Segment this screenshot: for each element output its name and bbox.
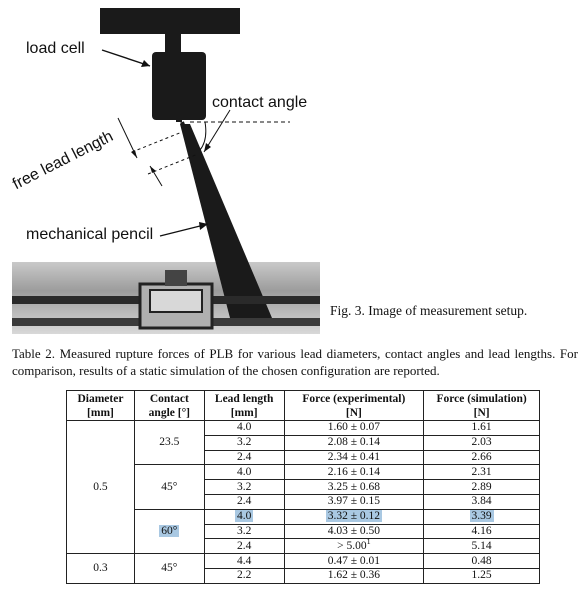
table-row: [67, 465, 540, 480]
force-exp-cell: 1.62 ± 0.36: [284, 568, 424, 583]
contact-angle-label: contact angle: [212, 94, 308, 111]
force-sim-cell: 5.14: [424, 539, 540, 554]
footnote-marker: 1: [366, 536, 371, 546]
highlighted-angle: 60°: [161, 524, 178, 537]
lead-length-cell: 2.4: [204, 539, 284, 554]
lead-length-cell: 3.2: [204, 435, 284, 450]
contact-angle-cell: 45°: [134, 554, 204, 584]
header-diameter: Diameter [mm]: [67, 391, 135, 421]
force-exp-cell: 3.97 ± 0.15: [284, 494, 424, 509]
table-row: [67, 421, 540, 436]
load-cell-label: load cell: [26, 40, 85, 57]
load-cell-body: [152, 52, 206, 120]
rupture-force-table: [66, 390, 540, 584]
mechanical-pencil-label: mechanical pencil: [26, 226, 154, 243]
force-sim-cell: 2.89: [424, 480, 540, 495]
free-lead-length-label: free lead length: [10, 127, 117, 194]
diameter-cell: 0.3: [67, 554, 135, 584]
figure-caption: Fig. 3. Image of measurement setup.: [330, 303, 528, 318]
force-exp-cell: 3.32 ± 0.12: [284, 509, 424, 524]
table-caption: Table 2. Measured rupture forces of PLB for various lead diameters, contact angles and lead lengths. For comparison, results of a static simulation of the chosen configuration are reported.: [12, 346, 578, 378]
force-exp-cell: 2.08 ± 0.14: [284, 435, 424, 450]
lead-length-cell: 4.0: [204, 509, 284, 524]
header-lead-length: Lead length [mm]: [204, 391, 284, 421]
force-exp-cell: 2.34 ± 0.41: [284, 450, 424, 465]
contact-angle-cell: 23.5: [134, 421, 204, 465]
table-header-row: [67, 391, 540, 421]
table-row: [67, 554, 540, 569]
force-sim-cell: 0.48: [424, 554, 540, 569]
diameter-cell: 0.5: [67, 421, 135, 554]
force-exp-cell: 4.03 ± 0.50: [284, 524, 424, 539]
lead-length-cell: 2.4: [204, 494, 284, 509]
contact-angle-cell: [134, 509, 204, 553]
force-sim-cell: 2.66: [424, 450, 540, 465]
lead-length-cell: 4.0: [204, 465, 284, 480]
force-sim-cell: 3.84: [424, 494, 540, 509]
lead-length-cell: 2.2: [204, 568, 284, 583]
force-sim-cell: 4.16: [424, 524, 540, 539]
lead-length-cell: 4.4: [204, 554, 284, 569]
lead-length-cell: 3.2: [204, 524, 284, 539]
force-exp-cell: > $5.00^1$: [284, 539, 424, 554]
header-force-experimental: Force (experimental) [N]: [284, 391, 424, 421]
header-force-simulation: Force (simulation) [N]: [424, 391, 540, 421]
force-exp-cell: 3.25 ± 0.68: [284, 480, 424, 495]
lead-length-cell: 2.4: [204, 450, 284, 465]
force-sim-cell: 2.31: [424, 465, 540, 480]
force-sim-cell: 1.61: [424, 421, 540, 436]
force-exp-cell: 2.16 ± 0.14: [284, 465, 424, 480]
force-sim-cell: 2.03: [424, 435, 540, 450]
contact-angle-cell: 45°: [134, 465, 204, 509]
force-sim-cell: 3.39: [424, 509, 540, 524]
force-exp-cell: 1.60 ± 0.07: [284, 421, 424, 436]
force-exp-cell: 0.47 ± 0.01: [284, 554, 424, 569]
table-row: [67, 509, 540, 524]
force-sim-cell: 1.25: [424, 568, 540, 583]
lead-length-cell: 4.0: [204, 421, 284, 436]
lead-length-cell: 3.2: [204, 480, 284, 495]
header-contact-angle: Contact angle [°]: [134, 391, 204, 421]
